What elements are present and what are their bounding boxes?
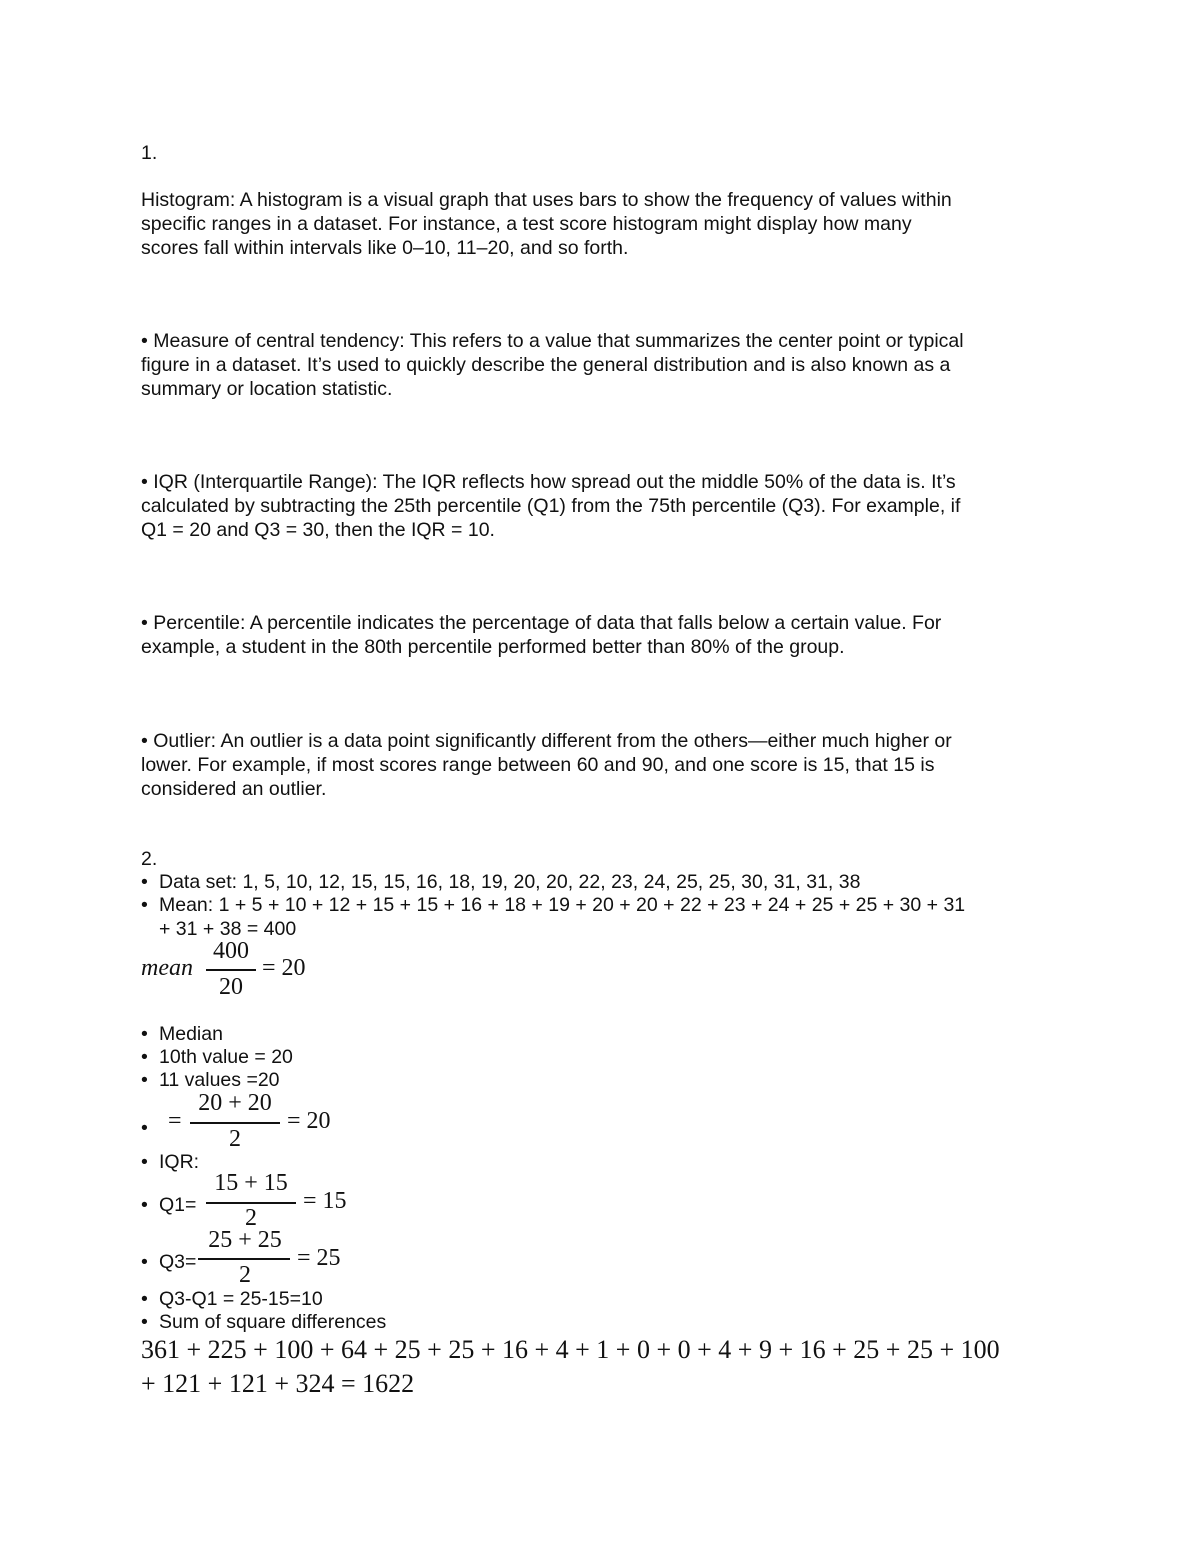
percentile-line-2: example, a student in the 80th percentile performed better than 80% of the group. [141, 636, 845, 658]
q1-label: Q1= [159, 1194, 197, 1216]
eleven-values-item [141, 1068, 280, 1092]
bullet: • [141, 1311, 148, 1333]
histogram-line-1: Histogram: A histogram is a visual graph that uses bars to show the frequency of values within [141, 189, 952, 211]
bullet: • [141, 871, 148, 893]
mean-formula-label: mean [141, 955, 193, 981]
iqr-definition-line-1: • IQR (Interquartile Range): The IQR reflects how spread out the middle 50% of the data is. It’s [141, 471, 956, 493]
q3-label: Q3= [159, 1251, 197, 1273]
histogram-line-2: specific ranges in a dataset. For instance, a test score histogram might display how many [141, 213, 912, 235]
sum-square-item [141, 1310, 386, 1334]
sum-square-label: Sum of square differences [159, 1311, 387, 1333]
bullet: • [141, 894, 148, 916]
mean-numerator: 400 [213, 938, 249, 964]
q3-numerator: 25 + 25 [208, 1227, 282, 1253]
q3-result: = 25 [297, 1245, 341, 1271]
q1-denominator: 2 [245, 1205, 257, 1231]
iqr-definition-line-3: Q1 = 20 and Q3 = 30, then the IQR = 10. [141, 519, 495, 541]
central-tendency-line-2: figure in a dataset. It’s used to quickly describe the general distribution and is also known as a [141, 354, 951, 376]
tenth-value-text: 10th value = 20 [159, 1046, 293, 1068]
median-denominator: 2 [229, 1126, 241, 1152]
bullet: • [141, 1251, 148, 1273]
outlier-line-1: • Outlier: An outlier is a data point significantly different from the others—either much higher or [141, 730, 952, 752]
iqr-definition-line-2: calculated by subtracting the 25th percentile (Q1) from the 75th percentile (Q3). For example, if [141, 495, 961, 517]
median-item [141, 1022, 223, 1046]
mean-fraction-bar [206, 969, 256, 971]
mean-line-2: + 31 + 38 = 400 [159, 918, 297, 940]
dataset-item [141, 870, 860, 894]
q1-item [141, 1193, 196, 1217]
sum-square-line-1: 361 + 225 + 100 + 64 + 25 + 25 + 16 + 4 + 1 + 0 + 0 + 4 + 9 + 16 + 25 + 25 + 100 [141, 1335, 1000, 1364]
eleven-values-text: 11 values =20 [159, 1069, 280, 1091]
section-1-number: 1. [141, 142, 158, 164]
mean-result: = 20 [262, 955, 306, 981]
bullet: • [141, 1046, 148, 1068]
central-tendency-line-3: summary or location statistic. [141, 378, 393, 400]
q1-fraction-bar [206, 1202, 296, 1204]
median-label: Median [159, 1023, 223, 1045]
outlier-line-2: lower. For example, if most scores range between 60 and 90, and one score is 15, that 15 is [141, 754, 935, 776]
mean-line-1: Mean: 1 + 5 + 10 + 12 + 15 + 15 + 16 + 18 + 19 + 20 + 20 + 22 + 23 + 24 + 25 + 25 + 30 + 31 [159, 894, 966, 916]
bullet: • [141, 1194, 148, 1216]
central-tendency-line-1: • Measure of central tendency: This refers to a value that summarizes the center point or typical [141, 330, 964, 352]
median-result: = 20 [287, 1108, 331, 1134]
mean-denominator: 20 [219, 974, 243, 1000]
median-formula-bullet: • [141, 1117, 148, 1139]
bullet: • [141, 1151, 148, 1173]
iqr-item [141, 1150, 199, 1174]
bullet: • [141, 1023, 148, 1045]
section-2-number: 2. [141, 848, 158, 870]
outlier-line-3: considered an outlier. [141, 778, 327, 800]
q3-denominator: 2 [239, 1262, 251, 1288]
percentile-line-1: • Percentile: A percentile indicates the percentage of data that falls below a certain value. For [141, 612, 942, 634]
sum-square-line-2: + 121 + 121 + 324 = 1622 [141, 1369, 415, 1398]
histogram-line-3: scores fall within intervals like 0–10, 11–20, and so forth. [141, 237, 629, 259]
median-fraction-bar [190, 1122, 280, 1124]
q1-numerator: 15 + 15 [214, 1170, 288, 1196]
bullet: • [141, 1069, 148, 1091]
q3-fraction-bar [198, 1258, 290, 1260]
q1-result: = 15 [303, 1188, 347, 1214]
bullet: • [141, 1288, 148, 1310]
tenth-value-item [141, 1045, 293, 1069]
mean-item [141, 893, 965, 917]
q3-minus-q1-item [141, 1287, 323, 1311]
median-formula-prefix: = [168, 1108, 182, 1134]
median-numerator: 20 + 20 [198, 1090, 272, 1116]
iqr-label: IQR: [159, 1151, 200, 1173]
q3-item [141, 1250, 196, 1274]
dataset-text: Data set: 1, 5, 10, 12, 15, 15, 16, 18, 19, 20, 20, 22, 23, 24, 25, 25, 30, 31, 31, 38 [159, 871, 861, 893]
q3-minus-q1-text: Q3-Q1 = 25-15=10 [159, 1288, 323, 1310]
